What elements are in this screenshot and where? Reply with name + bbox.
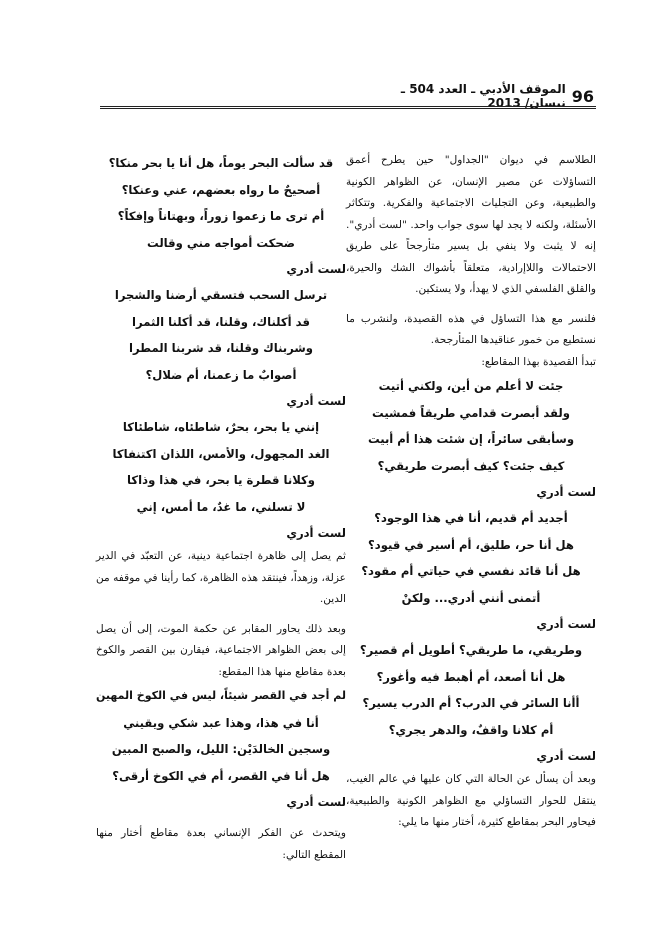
verse-line: هل أنا في القصر، أم في الكوخ أرقى؟: [112, 768, 330, 783]
verse-line: إنني يا بحر، بحرٌ، شاطئاه، شاطئاكا: [122, 420, 320, 434]
poem-stanza: [346, 505, 596, 611]
verse-line: وشربناك وقلنا، قد شربنا المطرا: [129, 341, 313, 355]
poem-stanza: [96, 683, 346, 789]
verse-line: أأنا السائر في الدرب؟ أم الدرب يسير؟: [362, 696, 580, 710]
poem-refrain: لست أدري: [536, 485, 596, 499]
verse-line: أصحيحٌ ما رواه بعضهم، عني وعنكا؟: [121, 182, 321, 197]
paragraph: فلنسر مع هذا التساؤل في هذه القصيدة، ولنشرب ما نستطيع من خمور عناقيدها المتأرجحة.: [346, 312, 596, 346]
paragraph: ثم يصل إلى ظاهرة اجتماعية دينية، عن التعبّد في الدير عزلة، وزهداً، فينتقد هذه الظاهرة، كما رأينا في موقفه من الدين.: [95, 550, 346, 605]
poem-stanza: [96, 150, 346, 256]
poem-stanza: [346, 637, 596, 743]
page-number: 96: [571, 86, 594, 106]
verse-line: ولقد أبصرت قدامي طريقاً فمشيت: [372, 405, 570, 420]
verse-line: أم ترى ما زعموا زوراً، وبهتاناً وإفكاً؟: [117, 209, 325, 223]
verse-line: هل أنا أصعد، أم أهبط فيه وأغور؟: [376, 669, 566, 684]
paragraph: ويتحدث عن الفكر الإنساني بعدة مقاطع أختار منها المقطع التالي:: [96, 827, 346, 861]
paragraph: وبعد ذلك يحاور المقابر عن حكمة الموت، إلى أن يصل إلى بعض الظواهر الاجتماعية، فيقارن بين القصر والكوخ بعدة مقاطع منها هذا المقطع:: [96, 622, 346, 678]
paragraph: وبعد أن يسأل عن الحالة التي كان عليها في عالم الغيب، ينتقل للحوار التساؤلي مع الظواهر الكونية والطبيعية، فيحاور البحر بمقاطع كثيرة، أختار منها ما يلي:: [346, 773, 596, 828]
verse-line: وطريقي، ما طريقي؟ أطويل أم قصير؟: [359, 643, 583, 657]
verse-line: الغد المجهول، والأمس، اللذان اكتنفاكا: [112, 446, 330, 461]
running-header: [370, 82, 594, 110]
verse-line: أتمنى أنني أدري... ولكنْ: [401, 590, 541, 605]
verse-line: أم كلانا واقفٌ، والدهر يجري؟: [388, 722, 554, 737]
verse-line: أنا في هذا، وهذا عبد شكي ويقيني: [123, 715, 319, 730]
verse-line: لم أجد في القصر شيئاً، ليس في الكوخ المهين: [96, 689, 346, 702]
paragraph: تبدأ القصيدة بهذا المقاطع:: [481, 355, 596, 368]
poem-refrain: لست أدري: [286, 394, 346, 408]
poem-refrain: لست أدري: [536, 617, 596, 631]
verse-line: وكلانا قطرة يا بحر، في هذا وذاكا: [127, 473, 315, 487]
verse-line: أصوابٌ ما زعمنا، أم ضلال؟: [145, 367, 297, 382]
poem-stanza: [96, 414, 346, 520]
issue-info: الموقف الأدبي ـ العدد 504 ـ نيسان/ 2013: [400, 82, 566, 110]
right-column: [346, 150, 596, 834]
verse-line: هل أنا حر، طليق، أم أسير في قيود؟: [368, 537, 574, 552]
verse-line: جئت لا أعلم من أين، ولكني أتيت: [378, 379, 564, 393]
poem-refrain: لست أدري: [286, 262, 346, 276]
verse-line: أجديد أم قديم، أنا في هذا الوجود؟: [374, 511, 568, 525]
poem-refrain: لست أدري: [286, 795, 346, 809]
poem-refrain: لست أدري: [536, 749, 596, 763]
verse-line: وسجين الخالدَيْن: الليل، والصبح المبين: [111, 742, 331, 756]
paragraph: الطلاسم في ديوان "الجداول" حين يطرح أعمق التساؤلات عن مصير الإنسان، عن الظواهر الكونية والطبيعية، وعن التجليات الاجتماعية والفكرية. وتتكاثر الأسئلة، ولكنه لا يجد لها سوى جواب واحد. "لست أدري". إنه لا يثبت ولا ينفي بل يسير متأرجحاً على طريق الاحتمالات واللاإرادية، متعلقاً بأشواك الشك والحيرة، والقلق الفلسفي الذي لا يهدأ، ولا يستكين.: [346, 154, 596, 295]
verse-line: لا تسلني، ما غدٌ، ما أمس، إني: [136, 499, 306, 514]
verse-line: ضحكت أمواجه مني وقالت: [147, 235, 295, 250]
poem-stanza: [346, 373, 596, 479]
left-column: [96, 150, 346, 866]
verse-line: قد أكلناك، وقلنا، قد أكلنا الثمرا: [132, 314, 310, 329]
verse-line: كيف جئت؟ كيف أبصرت طريقي؟: [377, 458, 565, 473]
verse-line: هل أنا قائد نفسي في حياتي أم مقود؟: [361, 564, 581, 578]
verse-line: قد سألت البحر يوماً، هل أنا يا بحر منكا؟: [108, 156, 334, 170]
poem-refrain: لست أدري: [286, 526, 346, 540]
header-rule: [100, 106, 596, 109]
verse-line: وسأبقى سائراً، إن شئت هذا أم أبيت: [367, 432, 575, 446]
poem-stanza: [96, 282, 346, 388]
verse-line: ترسل السحب فتسقي أرضنا والشجرا: [114, 288, 328, 302]
